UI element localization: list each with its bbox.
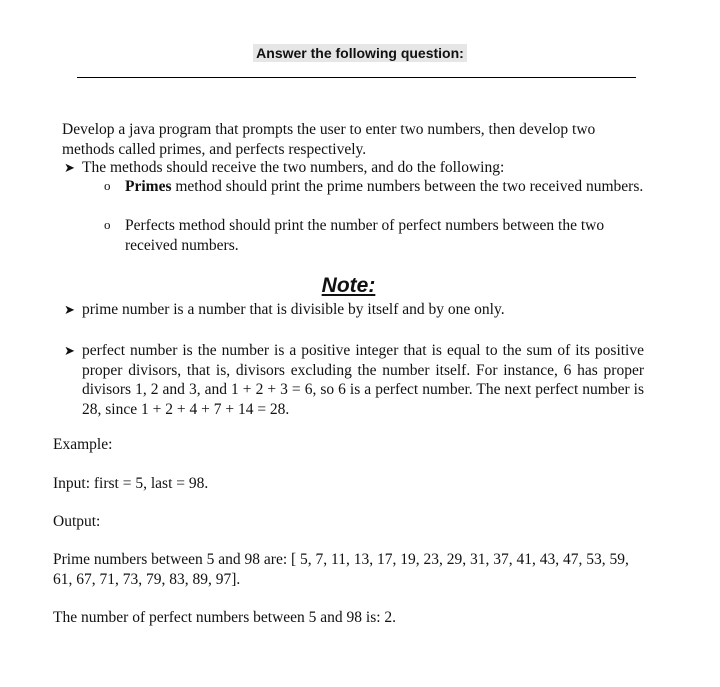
question-header [0,45,720,63]
primes-output: Prime numbers between 5 and 98 are: [ 5, 7, 11, 13, 17, 19, 23, 29, 31, 37, 41, 43, 47, 53, 59, 61, 67, 71, 73, 79, 83, 89, 97]. [53,551,629,588]
input-line: Input: first = 5, last = 98. [53,475,209,492]
header-divider [77,77,636,78]
methods-bullet: The methods should receive the two numbers, and do the following: [82,159,505,176]
example-label: Example: [53,436,113,453]
arrow-bullet-icon: ➤ [64,343,75,358]
primes-text: method should print the prime numbers between the two received numbers. [171,178,644,195]
intro-paragraph: Develop a java program that prompts the user to enter two numbers, then develop two methods called primes, and perfects respectively. [62,121,596,158]
note-perfect: perfect number is the number is a positive integer that is equal to the sum of its positive proper divisors, that is, divisors excluding the number itself. For instance, 6 has proper divisors 1, 2 and 3, and 1 + 2 + 3 = 6, so 6 is a perfect number. The next perfect number is 28, since 1 + 2 + 4 + 7 + 14 = 28. [82,342,644,418]
note-heading: Note: [321,274,376,297]
primes-subbullet [125,177,650,197]
primes-bold: Primes [125,178,172,195]
circle-bullet-icon: o [104,217,111,232]
output-label: Output: [53,513,101,530]
perfects-output: The number of perfect numbers between 5 and 98 is: 2. [53,609,397,626]
header-title: Answer the following question: [253,44,467,62]
note-prime: prime number is a number that is divisible by itself and by one only. [82,301,505,318]
circle-bullet-icon: o [104,178,111,193]
perfects-subbullet: Perfects method should print the number of perfect numbers between the two received numbers. [125,217,605,254]
arrow-bullet-icon: ➤ [64,302,75,317]
arrow-bullet-icon: ➤ [64,160,75,175]
